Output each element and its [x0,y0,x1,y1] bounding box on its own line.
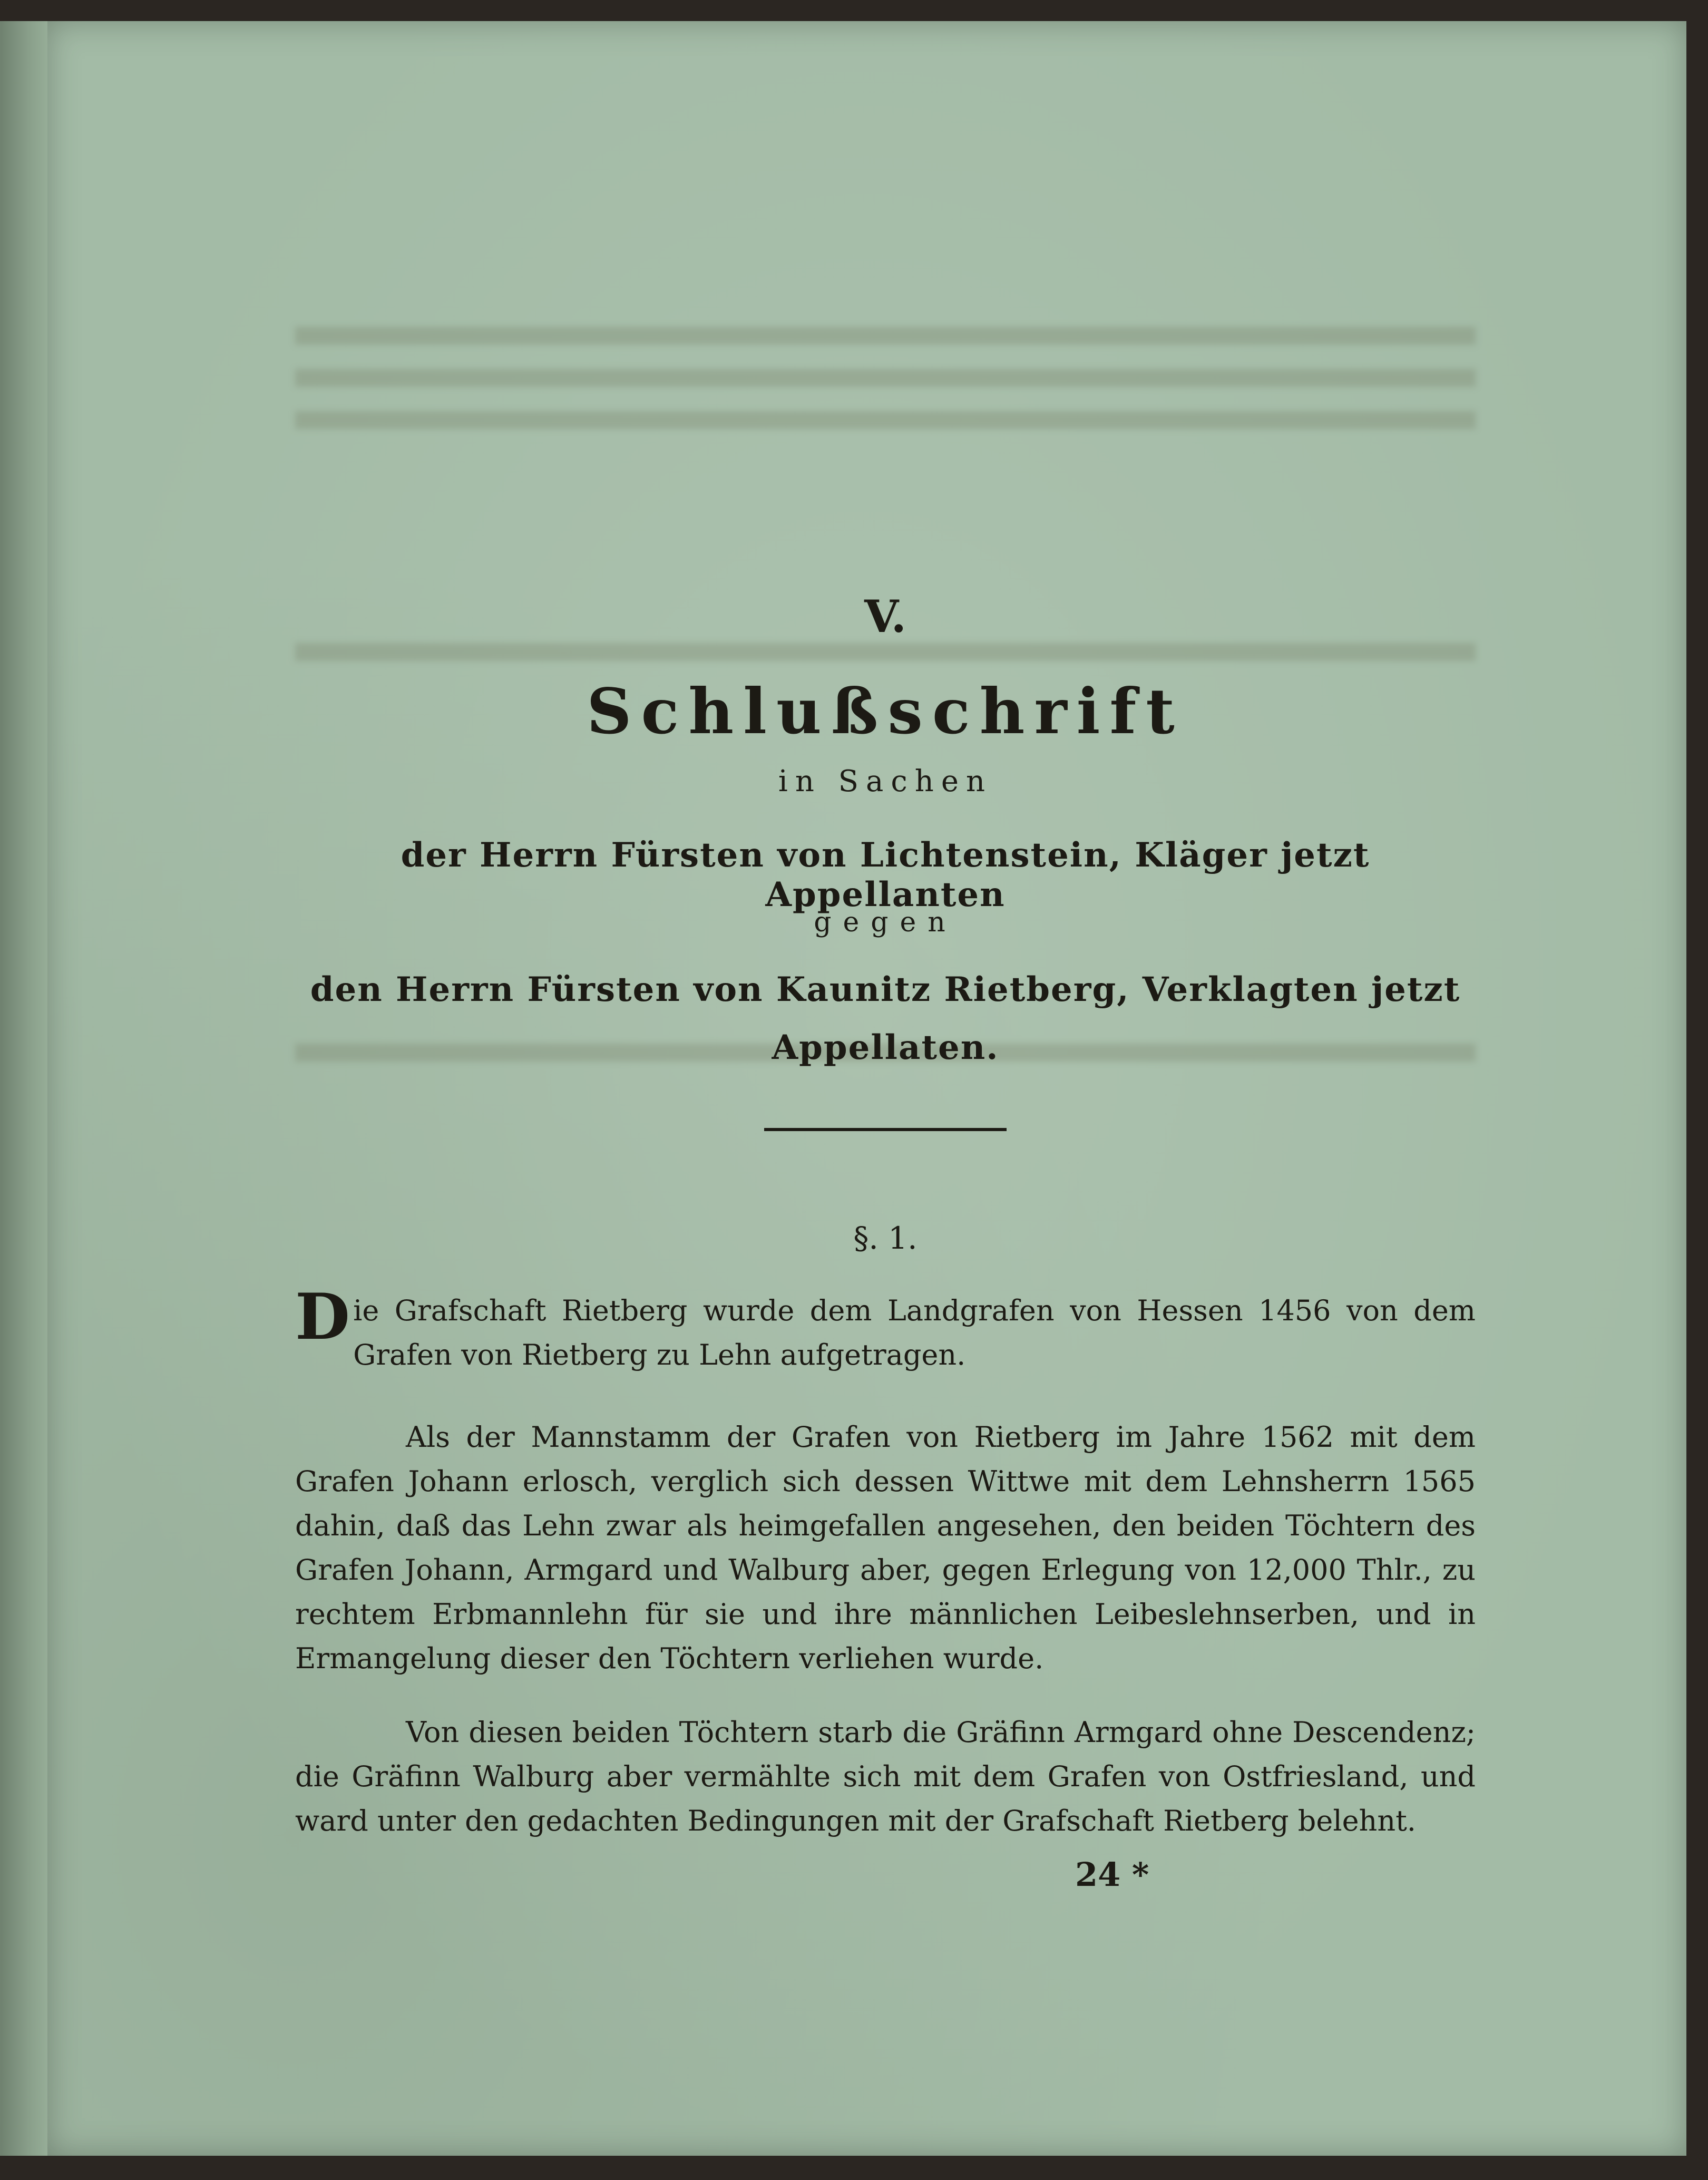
paragraph-2: Als der Mannstamm der Grafen von Rietberg im Jahre 1562 mit dem Grafen Johann erlosch, verglich sich dessen Wittwe mit dem Lehnsherrn 1565 dahin, daß das Lehn zwar als heimgefallen angesehen, den beiden Töchtern des Grafen Johann, Armgard und Walburg aber, gegen Erlegung von 12,000 Thlr., zu rechtem Erbmannlehn für sie und ihre männlichen Leibeslehnserben, und in Ermangelung dieser den Töchtern verliehen wurde. [295,1420,1476,1675]
drop-cap: D [295,1280,350,1354]
defendant-line-2: Appellaten. [772,1028,999,1067]
document-title: Schlußschrift [587,675,1184,748]
section-heading: §. 1. [853,1220,918,1256]
show-through-text [295,369,1476,387]
show-through-text [295,411,1476,429]
show-through-text [295,643,1476,661]
show-through-text [295,327,1476,345]
defendant-line-1: den Herrn Fürsten von Kaunitz Rietberg, Verklagten jetzt [310,970,1461,1009]
signature-mark: 24 * [1075,1855,1149,1894]
title-divider [764,1128,1007,1131]
paragraph-3: Von diesen beiden Töchtern starb die Gräfinn Armgard ohne Descendenz; die Gräfinn Walburg aber vermählte sich mit dem Grafen von Ostfriesland, und ward unter den gedachten Bedingungen mit der Grafschaft Rietberg belehnt. [295,1716,1476,1837]
page-gutter [0,21,50,2156]
chapter-numeral: V. [864,590,906,643]
paragraph-1-text: ie Grafschaft Rietberg wurde dem Landgrafen von Hessen 1456 von dem Grafen von Rietberg zu Lehn aufgetragen. [353,1294,1476,1371]
paragraph-1 [295,1280,1476,1377]
in-sachen-line: in Sachen [778,764,993,799]
plaintiff-line: der Herrn Fürsten von Lichtenstein, Kläger jetzt Appellanten [401,835,1370,914]
document-page [47,21,1686,2156]
gegen-line: gegen [814,907,957,938]
